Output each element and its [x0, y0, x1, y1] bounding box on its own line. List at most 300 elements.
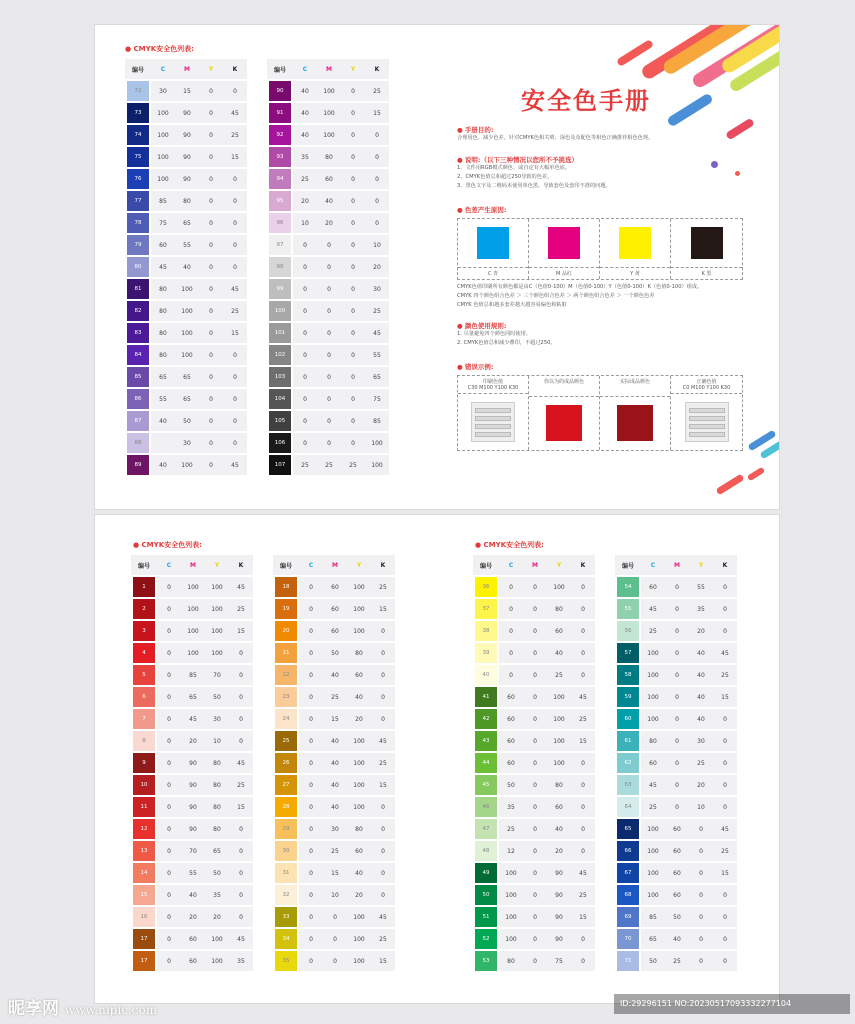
cmyk-value: 100	[347, 621, 371, 641]
cmyk-value: 0	[713, 709, 737, 729]
cmyk-value: 0	[199, 301, 223, 321]
table-row	[131, 797, 253, 817]
header-k: K	[571, 555, 595, 575]
cmyk-value: 0	[223, 257, 247, 277]
example-cell	[458, 376, 529, 450]
table-row	[473, 599, 595, 619]
color-swatch: 4	[133, 643, 155, 663]
cmyk-value: 80	[151, 301, 175, 321]
table-row	[131, 929, 253, 949]
color-swatch: 17	[133, 951, 155, 971]
cmyk-value: 15	[229, 621, 253, 641]
table-row	[273, 863, 395, 883]
cmyk-value: 0	[689, 841, 713, 861]
cmyk-value: 0	[199, 367, 223, 387]
cmyk-value: 80	[499, 951, 523, 971]
cmyk-value: 25	[665, 951, 689, 971]
table-row	[125, 367, 247, 387]
table-row	[273, 819, 395, 839]
cmyk-value: 0	[523, 687, 547, 707]
cmyk-value: 85	[365, 411, 389, 431]
cmyk-value: 0	[665, 599, 689, 619]
cmyk-value: 0	[341, 169, 365, 189]
cmyk-value: 25	[323, 841, 347, 861]
header-y: Y	[199, 59, 223, 79]
color-table-greens	[473, 553, 595, 973]
table-row	[273, 665, 395, 685]
color-swatch: 94	[269, 169, 291, 189]
cmyk-value: 0	[571, 819, 595, 839]
table-row	[615, 907, 737, 927]
cmyk-value: 0	[665, 665, 689, 685]
color-swatch: 93	[269, 147, 291, 167]
cmyk-value: 65	[205, 841, 229, 861]
cmyk-value: 0	[341, 323, 365, 343]
cmyk-value: 0	[523, 621, 547, 641]
color-swatch: 20	[275, 621, 297, 641]
cmyk-value: 0	[713, 753, 737, 773]
cmyk-value: 0	[317, 323, 341, 343]
top-page	[94, 24, 780, 510]
cmyk-value: 10	[689, 797, 713, 817]
table-row	[267, 323, 389, 343]
note-line: 3、黑色文字及二维码未使用单色黑、导致套色及套印不准的问题。	[457, 183, 611, 189]
cmyk-value: 100	[347, 731, 371, 751]
cmyk-value: 60	[499, 709, 523, 729]
table-row	[273, 797, 395, 817]
cmyk-value: 0	[365, 125, 389, 145]
table-row	[267, 191, 389, 211]
cmyk-value: 15	[571, 907, 595, 927]
cmyk-value: 0	[341, 103, 365, 123]
cmyk-value: 25	[371, 577, 395, 597]
cmyk-value: 25	[229, 599, 253, 619]
cmyk-value: 0	[341, 345, 365, 365]
table-row	[267, 125, 389, 145]
color-swatch: 96	[269, 213, 291, 233]
example-header: 正确色值 C0 M100 Y100 K30	[671, 376, 742, 394]
cmyk-value: 0	[665, 797, 689, 817]
origin-title: ● 色差产生原因:	[457, 206, 507, 214]
cmyk-value: 0	[371, 621, 395, 641]
color-swatch: 7	[133, 709, 155, 729]
origin-text	[457, 283, 757, 310]
cmyk-value: 100	[317, 81, 341, 101]
cmyk-value: 0	[229, 643, 253, 663]
cmyk-value: 85	[151, 191, 175, 211]
cmyk-value: 25	[689, 753, 713, 773]
color-table-teals	[615, 553, 737, 973]
standard-line: 2. CMYK色值总和减少叠印，不超过250。	[457, 340, 556, 346]
table-row	[131, 643, 253, 663]
table-row	[125, 323, 247, 343]
color-swatch: 45	[475, 775, 497, 795]
color-swatch: 37	[475, 599, 497, 619]
cmyk-value: 0	[293, 257, 317, 277]
cmyk-value: 30	[365, 279, 389, 299]
color-swatch: 18	[275, 577, 297, 597]
cmyk-value: 0	[157, 599, 181, 619]
cmyk-value: 90	[181, 797, 205, 817]
table-row	[473, 841, 595, 861]
header-c: C	[293, 59, 317, 79]
color-swatch: 90	[269, 81, 291, 101]
cmyk-value: 0	[293, 323, 317, 343]
table-row	[473, 621, 595, 641]
cmyk-value: 90	[547, 929, 571, 949]
cmyk-value: 40	[293, 103, 317, 123]
cmyk-value: 0	[299, 797, 323, 817]
color-swatch: 57	[617, 643, 639, 663]
cmyk-value: 100	[151, 169, 175, 189]
note-title: ● 说明:（以下三种情况以您所不予挑选）	[457, 156, 579, 164]
cmyk-value: 30	[689, 731, 713, 751]
cmyk-value: 40	[293, 125, 317, 145]
cmyk-value: 15	[371, 951, 395, 971]
header-m: M	[175, 59, 199, 79]
header-num: 编号	[473, 555, 499, 575]
color-swatch: 65	[617, 819, 639, 839]
color-swatch: 91	[269, 103, 291, 123]
origin-line: CMYK色值印刷所有颜色都是由C（色值0-100）M（色值0-100）Y（色值0-100）K（色值0-100）组成。	[457, 284, 703, 290]
cmyk-value: 40	[323, 797, 347, 817]
cmyk-value: 0	[229, 687, 253, 707]
cmyk-value: 0	[157, 621, 181, 641]
color-swatch: 104	[269, 389, 291, 409]
cmyk-value: 30	[205, 709, 229, 729]
table-row	[615, 665, 737, 685]
cmyk-value: 0	[499, 665, 523, 685]
cmyk-value: 0	[341, 301, 365, 321]
color-swatch: 69	[617, 907, 639, 927]
cmyk-value: 15	[365, 103, 389, 123]
cmyk-value: 60	[347, 841, 371, 861]
table-row	[267, 169, 389, 189]
cmyk-value: 0	[317, 345, 341, 365]
cmyk-value: 0	[229, 841, 253, 861]
table-row	[267, 213, 389, 233]
cmyk-value: 55	[151, 389, 175, 409]
cmyk-value: 100	[317, 125, 341, 145]
header-k: K	[371, 555, 395, 575]
cmyk-value: 80	[205, 753, 229, 773]
table-row	[273, 907, 395, 927]
cmyk-value: 55	[689, 577, 713, 597]
table-row	[615, 709, 737, 729]
cmyk-value: 0	[713, 951, 737, 971]
color-swatch: 61	[617, 731, 639, 751]
cmyk-value: 0	[223, 389, 247, 409]
cmyk-value: 40	[151, 411, 175, 431]
table-row	[273, 643, 395, 663]
cmyk-value: 0	[523, 819, 547, 839]
color-swatch: 86	[127, 389, 149, 409]
cmyk-value: 20	[293, 191, 317, 211]
cmyk-value: 0	[299, 775, 323, 795]
cmyk-value: 100	[641, 863, 665, 883]
cmyk-cell	[600, 219, 671, 279]
cmyk-value: 0	[157, 753, 181, 773]
cmyk-value: 60	[323, 577, 347, 597]
cmyk-value: 0	[665, 643, 689, 663]
cmyk-value: 0	[665, 621, 689, 641]
cmyk-value: 40	[323, 753, 347, 773]
cmyk-value: 0	[157, 577, 181, 597]
cmyk-value: 45	[371, 907, 395, 927]
cmyk-value: 25	[371, 753, 395, 773]
cmyk-value: 25	[341, 455, 365, 475]
color-swatch: 40	[475, 665, 497, 685]
cmyk-value: 100	[499, 929, 523, 949]
cmyk-value: 65	[175, 367, 199, 387]
cmyk-value: 100	[641, 709, 665, 729]
color-swatch: 34	[275, 929, 297, 949]
table-row	[267, 455, 389, 475]
cmyk-value: 0	[157, 775, 181, 795]
cmyk-value: 0	[293, 433, 317, 453]
cmyk-value: 0	[689, 907, 713, 927]
table-row	[615, 731, 737, 751]
cmyk-value: 35	[205, 885, 229, 905]
cmyk-value: 40	[547, 819, 571, 839]
color-swatch: 56	[617, 621, 639, 641]
color-swatch: 35	[275, 951, 297, 971]
cmyk-value: 40	[689, 643, 713, 663]
cmyk-value: 0	[341, 125, 365, 145]
table-row	[473, 907, 595, 927]
cmyk-value: 80	[205, 775, 229, 795]
color-swatch: 68	[617, 885, 639, 905]
table-row	[125, 301, 247, 321]
cmyk-value: 0	[341, 191, 365, 211]
table-row	[267, 345, 389, 365]
cmyk-value: 0	[199, 323, 223, 343]
cmyk-value: 0	[371, 885, 395, 905]
table-row	[473, 819, 595, 839]
cmyk-value: 45	[371, 731, 395, 751]
cmyk-value: 0	[371, 687, 395, 707]
cmyk-value: 45	[571, 863, 595, 883]
cmyk-value: 60	[181, 929, 205, 949]
swatch-label: C 青	[458, 267, 528, 279]
cmyk-panel-icon	[471, 402, 515, 442]
table-row	[131, 687, 253, 707]
cmyk-value: 25	[323, 687, 347, 707]
cmyk-value: 45	[713, 819, 737, 839]
table-row	[267, 81, 389, 101]
table-row	[273, 621, 395, 641]
cmyk-value: 0	[199, 169, 223, 189]
color-swatch: 82	[127, 301, 149, 321]
cmyk-value: 0	[371, 665, 395, 685]
cmyk-value: 0	[223, 345, 247, 365]
table-row	[273, 753, 395, 773]
cmyk-value: 100	[547, 687, 571, 707]
page-title: 安全色手册	[521, 86, 651, 115]
cmyk-value: 0	[199, 213, 223, 233]
swatch-label: M 品红	[529, 267, 599, 279]
section-title: ● CMYK安全色列表:	[133, 541, 202, 549]
cmyk-value: 0	[157, 863, 181, 883]
cmyk-value: 20	[181, 907, 205, 927]
cmyk-value: 0	[523, 775, 547, 795]
color-swatch: 31	[275, 863, 297, 883]
cmyk-value: 0	[689, 863, 713, 883]
cmyk-value: 0	[713, 577, 737, 597]
cmyk-value: 100	[347, 797, 371, 817]
header-num: 编号	[273, 555, 299, 575]
cmyk-value: 0	[223, 191, 247, 211]
color-swatch: 62	[617, 753, 639, 773]
cmyk-value: 40	[175, 257, 199, 277]
color-swatch: 1	[133, 577, 155, 597]
cmyk-value: 60	[151, 235, 175, 255]
cmyk-value: 60	[499, 731, 523, 751]
color-swatch: 30	[275, 841, 297, 861]
watermark-id: ID:29296151 NO:20230517093332277104	[614, 994, 850, 1014]
cmyk-value: 75	[151, 213, 175, 233]
color-swatch: 105	[269, 411, 291, 431]
cmyk-value: 60	[547, 797, 571, 817]
cmyk-value: 45	[181, 709, 205, 729]
cmyk-value	[151, 433, 175, 453]
cmyk-value: 0	[371, 863, 395, 883]
cmyk-value: 100	[181, 599, 205, 619]
cmyk-value: 35	[499, 797, 523, 817]
cmyk-value: 12	[499, 841, 523, 861]
cmyk-value: 0	[157, 731, 181, 751]
bottom-page	[94, 514, 780, 1004]
cmyk-value: 20	[689, 621, 713, 641]
color-swatch: 47	[475, 819, 497, 839]
table-row	[273, 577, 395, 597]
cmyk-value: 60	[317, 169, 341, 189]
cmyk-value: 35	[293, 147, 317, 167]
color-swatch: 5	[133, 665, 155, 685]
cmyk-value: 0	[223, 235, 247, 255]
color-swatch: 72	[127, 81, 149, 101]
example-header: 你以为的成品颜色	[529, 376, 599, 397]
cmyk-value: 25	[641, 797, 665, 817]
example-header: 印刷色值 C30 M100 Y100 K30	[458, 376, 528, 394]
cmyk-value: 40	[347, 687, 371, 707]
color-swatch: 89	[127, 455, 149, 475]
cmyk-value: 0	[571, 577, 595, 597]
header-k: K	[365, 59, 389, 79]
cmyk-value: 25	[571, 885, 595, 905]
cmyk-value: 0	[341, 433, 365, 453]
table-row	[131, 599, 253, 619]
cmyk-value: 90	[175, 125, 199, 145]
cmyk-value: 20	[205, 907, 229, 927]
table-row	[473, 643, 595, 663]
color-swatch: 10	[133, 775, 155, 795]
cmyk-value: 0	[713, 731, 737, 751]
cmyk-value: 40	[665, 929, 689, 949]
cmyk-value: 40	[689, 665, 713, 685]
color-swatch: 71	[617, 951, 639, 971]
cmyk-value: 0	[713, 621, 737, 641]
cmyk-value: 100	[641, 687, 665, 707]
cmyk-value: 100	[181, 577, 205, 597]
cmyk-value: 20	[347, 885, 371, 905]
cmyk-value: 60	[347, 665, 371, 685]
cmyk-value: 20	[347, 709, 371, 729]
cmyk-value: 0	[157, 665, 181, 685]
color-swatch: 44	[475, 753, 497, 773]
cmyk-value: 60	[323, 621, 347, 641]
color-swatch: 76	[127, 169, 149, 189]
color-swatch: 54	[617, 577, 639, 597]
cmyk-value: 0	[293, 389, 317, 409]
cmyk-value: 100	[547, 709, 571, 729]
table-row	[131, 775, 253, 795]
header-m: M	[317, 59, 341, 79]
color-swatch: 55	[617, 599, 639, 619]
cmyk-cell	[671, 219, 742, 279]
example-cell	[671, 376, 742, 450]
color-swatch: 53	[475, 951, 497, 971]
table-row	[131, 665, 253, 685]
cmyk-value: 10	[323, 885, 347, 905]
cmyk-value: 100	[175, 279, 199, 299]
cmyk-value: 50	[499, 775, 523, 795]
cmyk-value: 15	[323, 709, 347, 729]
color-swatch: 43	[475, 731, 497, 751]
cmyk-value: 100	[181, 621, 205, 641]
cmyk-value: 15	[371, 599, 395, 619]
cmyk-value: 25	[293, 169, 317, 189]
cmyk-value: 0	[523, 599, 547, 619]
cmyk-value: 45	[641, 775, 665, 795]
color-swatch: 75	[127, 147, 149, 167]
example-cell	[529, 376, 600, 450]
cmyk-value: 0	[223, 411, 247, 431]
cmyk-value: 0	[713, 929, 737, 949]
table-row	[273, 599, 395, 619]
table-row	[473, 863, 595, 883]
cmyk-value: 0	[499, 621, 523, 641]
table-row	[131, 863, 253, 883]
cmyk-value: 0	[371, 643, 395, 663]
cmyk-value: 0	[499, 643, 523, 663]
cmyk-value: 50	[665, 907, 689, 927]
cmyk-value: 0	[571, 929, 595, 949]
cmyk-value: 50	[175, 411, 199, 431]
cmyk-value: 0	[199, 125, 223, 145]
cmyk-value: 0	[317, 279, 341, 299]
color-swatch: 2	[133, 599, 155, 619]
table-row	[125, 235, 247, 255]
color-table-top-right	[267, 57, 389, 477]
section-title: ● CMYK安全色列表:	[125, 45, 194, 53]
color-swatch: 28	[275, 797, 297, 817]
color-swatch: 11	[133, 797, 155, 817]
cmyk-value: 0	[199, 103, 223, 123]
cmyk-value: 0	[665, 687, 689, 707]
color-swatch: 12	[133, 819, 155, 839]
cmyk-value: 45	[151, 257, 175, 277]
table-row	[125, 411, 247, 431]
color-swatch: 3	[133, 621, 155, 641]
cmyk-value: 100	[347, 577, 371, 597]
color-swatch: 39	[475, 643, 497, 663]
cmyk-value: 90	[175, 103, 199, 123]
example-title: ● 错误示例:	[457, 363, 494, 371]
color-swatch: 78	[127, 213, 149, 233]
cmyk-value: 0	[341, 257, 365, 277]
cmyk-value: 100	[347, 907, 371, 927]
